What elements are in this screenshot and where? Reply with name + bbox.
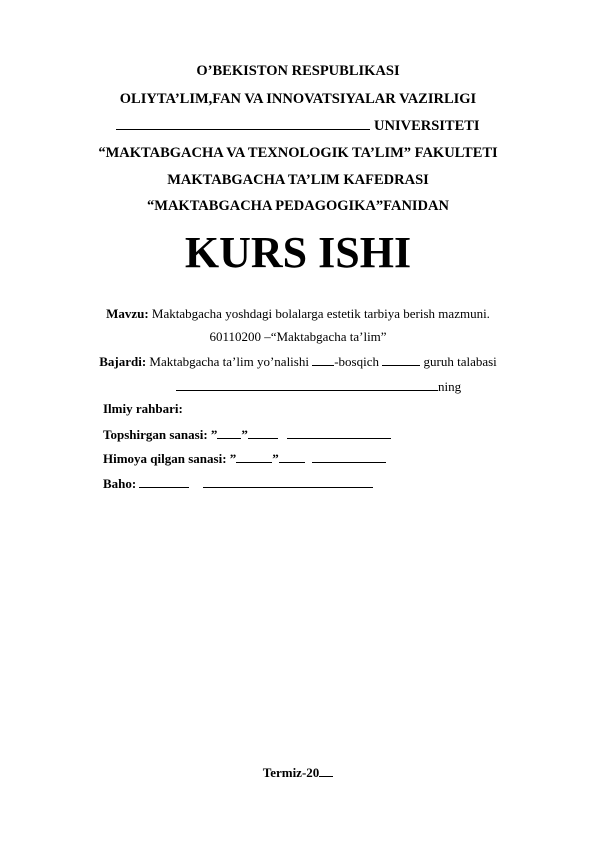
author-label: Bajardi: <box>99 354 147 369</box>
grade-label: Baho: <box>103 476 137 491</box>
defended-month-blank <box>279 450 305 463</box>
defended-signature-blank <box>312 450 386 463</box>
student-name-blank <box>176 378 438 391</box>
student-name-suffix: ning <box>438 379 462 394</box>
grade-signature-blank <box>203 475 373 488</box>
specialty-code: 60110200 –“Maktabgacha ta’lim” <box>209 329 387 344</box>
submitted-day-blank <box>217 426 241 439</box>
department-name: MAKTABGACHA TA’LIM KAFEDRASI <box>167 172 429 188</box>
document-title: KURS ISHI <box>184 228 412 277</box>
university-blank <box>116 117 370 130</box>
group-label: guruh talabasi <box>423 354 497 369</box>
course-blank <box>312 353 334 366</box>
defended-date-line <box>103 450 386 467</box>
defended-label: Himoya qilgan sanasi: ” <box>103 451 237 466</box>
submitted-label: Topshirgan sanasi: ” <box>103 427 218 442</box>
topic-label: Mavzu: <box>106 306 149 321</box>
topic-text: Maktabgacha yoshdagi bolalarga estetik tarbiya berish mazmuni. <box>151 306 490 321</box>
submitted-month-blank <box>248 426 278 439</box>
submitted-date-line <box>103 426 391 443</box>
footer-city: Termiz-20 <box>262 765 320 780</box>
subject-name: “MAKTABGACHA PEDAGOGIKA”FANIDAN <box>147 198 449 214</box>
topic-line <box>0 306 596 322</box>
submitted-quote: ” <box>241 427 248 442</box>
course-label: -bosqich <box>334 354 379 369</box>
grade-blank <box>139 475 189 488</box>
defended-day-blank <box>236 450 272 463</box>
author-direction: Maktabgacha ta’lim yo’nalishi <box>149 354 309 369</box>
group-blank <box>382 353 420 366</box>
year-blank <box>319 764 333 777</box>
grade-line <box>103 475 373 492</box>
defended-quote: ” <box>272 451 279 466</box>
supervisor-label: Ilmiy rahbari: <box>103 401 183 416</box>
ministry-country: O’BEKISTON RESPUBLIKASI <box>196 63 400 79</box>
ministry-name: OLIYTA’LIM,FAN VA INNOVATSIYALAR VAZIRLIGI <box>119 91 477 107</box>
submitted-signature-blank <box>287 426 391 439</box>
university-line <box>0 117 596 135</box>
faculty-name: “MAKTABGACHA VA TEXNOLOGIK TA’LIM” FAKULTETI <box>98 145 498 161</box>
footer-city-year <box>0 764 596 781</box>
student-name-line <box>176 378 461 395</box>
author-line <box>0 353 596 370</box>
university-label: UNIVERSITETI <box>374 118 480 134</box>
